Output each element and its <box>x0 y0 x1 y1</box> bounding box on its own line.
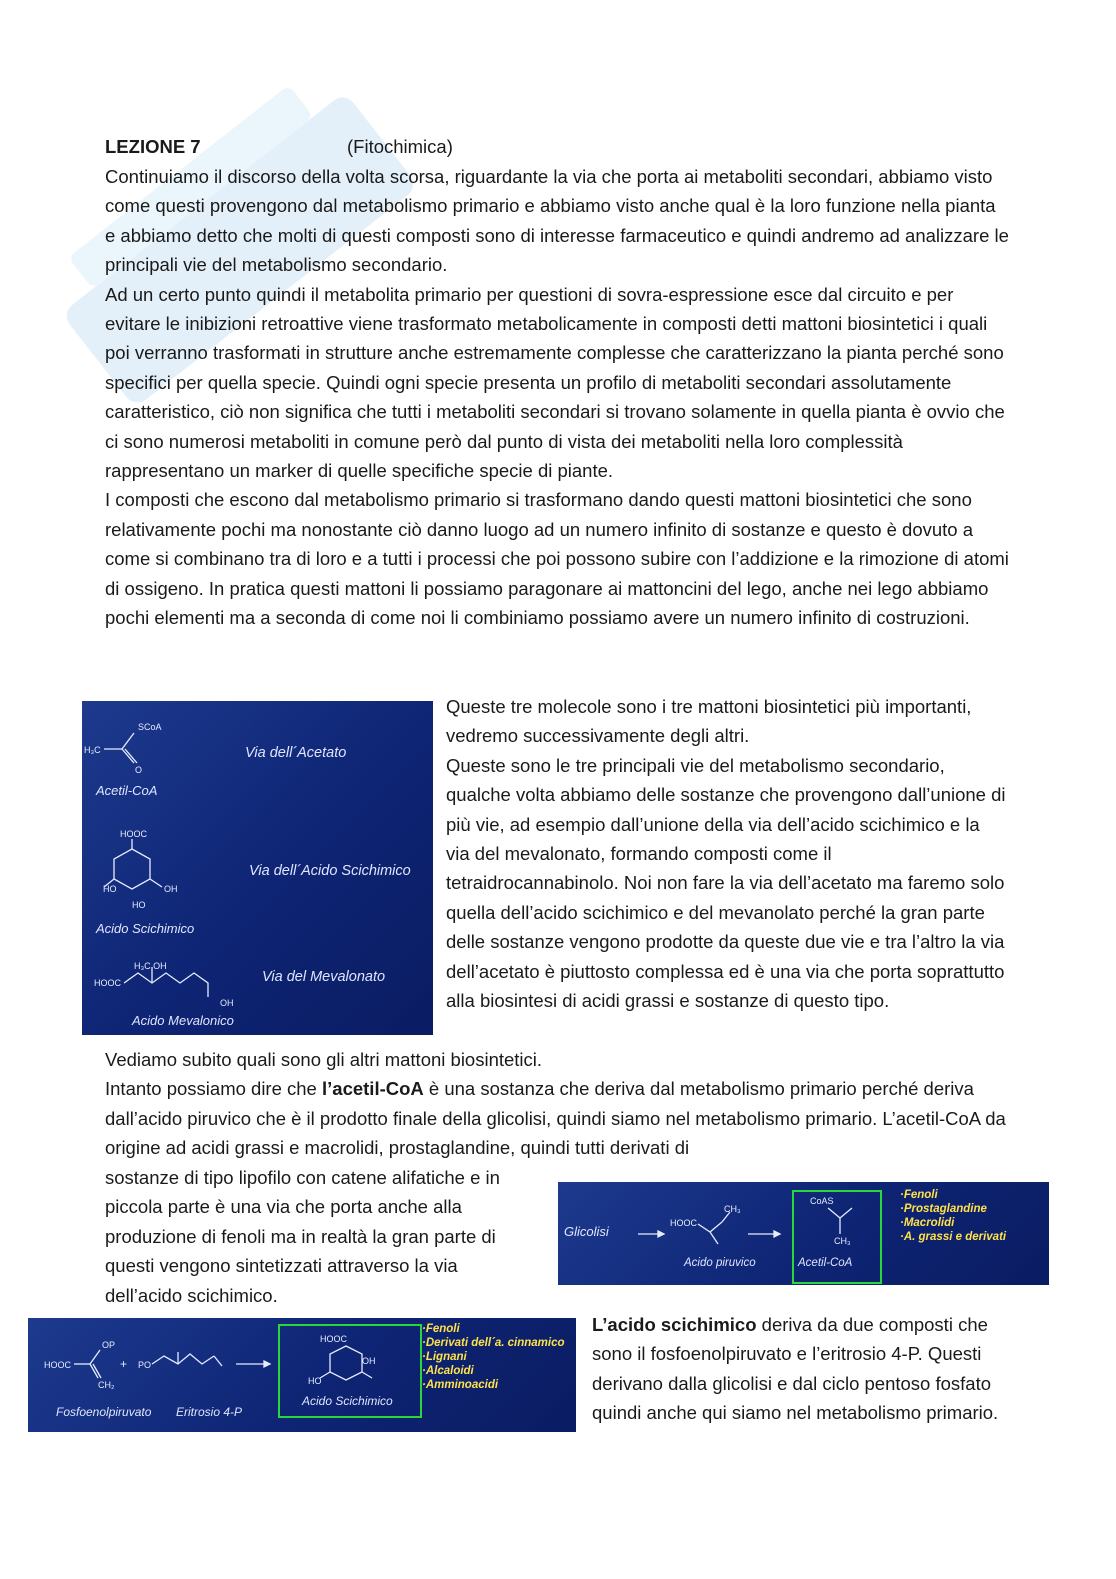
label-acido-scichimico-2: Acido Scichimico <box>302 1394 393 1408</box>
product-item: ·Alcaloidi <box>422 1365 474 1377</box>
label-via-acetato: Via dell´Acetato <box>245 745 347 761</box>
label-acido-scichimico: Acido Scichimico <box>96 921 195 936</box>
label-ho-1: HO <box>103 884 117 894</box>
label-ho-2: HO <box>132 900 146 910</box>
paragraph-2: Ad un certo punto quindi il metabolita primario per questioni di sovra-espressione esce dal circuito e per evitare le inibizioni retroattive viene trasformato metabolicamente in composti detti mattoni biosintetici i quali poi verranno trasformati in strutture anche estremamente complesse che caratterizzano la pianta perché sono specifici per quella specie. Quindi ogni specie presenta un profilo di metaboliti secondari assolutamente caratteristico, ciò non significa che tutti i metaboliti secondari si trovano solamente in quella pianta è ovvio che ci sono numerosi metaboliti in comune però dal punto di vista dei metaboliti nella loro complessità rappresentano un marker di quelle specifiche specie di piante. <box>105 283 1005 482</box>
paragraph-left-narrow: sostanze di tipo lipofilo con catene alifatiche e in piccola parte è una via che porta anche alla produzione di fenoli ma in realtà la gran parte di questi vengono sintetizzati attraverso la via dell’acido scichimico. <box>105 1167 500 1306</box>
slide-glicolisi <box>558 1182 1049 1285</box>
highlight-box-acetil <box>792 1190 882 1284</box>
label-po: PO <box>138 1360 152 1370</box>
label-via-scichimico: Via dell´Acido Scichimico <box>249 863 411 879</box>
product-item: ·Fenoli <box>422 1323 460 1335</box>
label-h3c: H₃C <box>84 745 101 755</box>
paragraph-5-bold: l’acetil-CoA <box>322 1078 424 1100</box>
label-oh-3: OH <box>362 1356 376 1366</box>
lesson-header <box>105 134 453 160</box>
right-column-text <box>446 692 1008 1015</box>
label-hooc-5: HOOC <box>320 1334 347 1344</box>
slide-scichimico <box>28 1318 576 1432</box>
paragraph-4: Vediamo subito quali sono gli altri mattoni biosintetici. <box>105 1049 543 1070</box>
label-hooc-4: HOOC <box>44 1360 71 1370</box>
label-acido-piruvico: Acido piruvico <box>684 1257 756 1269</box>
label-ch3-2: CH₃ <box>834 1236 851 1246</box>
label-fosfoenolpiruvato: Fosfoenolpiruvato <box>56 1405 152 1419</box>
product-item: ·Prostaglandine <box>900 1203 987 1215</box>
label-hooc-3: HOOC <box>670 1218 697 1228</box>
acetil-block <box>105 1045 1010 1163</box>
label-ch3-1: CH₃ <box>724 1204 741 1214</box>
label-oh-2: OH <box>220 998 234 1008</box>
paragraph-right-2: Queste sono le tre principali vie del metabolismo secondario, qualche volta abbiamo delle sostanze che provengono dall’unione di più vie, ad esempio dall’unione della via dell’acido scichimico e la via del mevalonato, formando composti come il tetraidrocannabinolo. Noi non fare la via dell’acetato ma faremo solo quella dell’acido scichimico e del mevanolato perché la gran parte delle sostanze vengono prodotte da queste due vie e tra l’altro la via dell’acetato è piuttosto complessa ed è una via che porta soprattutto alla biosintesi di acidi grassi e sostanze di questo tipo. <box>446 754 1006 1012</box>
label-op: OP <box>102 1340 116 1350</box>
label-coas: CoAS <box>810 1196 834 1206</box>
lesson-number: LEZIONE 7 <box>105 136 201 157</box>
label-acetil-coa-2: Acetil-CoA <box>798 1257 853 1269</box>
lesson-subject: (Fitochimica) <box>347 136 453 157</box>
product-item: ·Fenoli <box>900 1189 938 1201</box>
label-glicolisi: Glicolisi <box>564 1224 609 1239</box>
products-list-scichimico <box>422 1322 565 1392</box>
products-list-acetil <box>900 1188 1006 1244</box>
label-scoa: SCoA <box>138 722 162 732</box>
slide-three-pathways <box>82 701 433 1035</box>
label-eritrosio: Eritrosio 4-P <box>176 1405 243 1419</box>
paragraph-3: I composti che escono dal metabolismo primario si trasformano dando questi mattoni biosintetici che sono relativamente pochi ma nonostante ciò danno luogo ad un numero infinito di sostanze e questo è dovuto a come si combinano tra di loro e a tutti i processi che poi possono subire con l’addizione e la rimozione di atomi di ossigeno. In pratica questi mattoni li possiamo paragonare ai mattoncini del lego, anche nei lego abbiamo pochi elementi ma a seconda di come noi li combiniamo possiamo avere un numero infinito di costruzioni. <box>105 489 1009 629</box>
label-acetil-coa: Acetil-CoA <box>96 783 158 798</box>
label-ch2: CH₂ <box>98 1380 115 1390</box>
label-o: O <box>135 765 143 775</box>
paragraph-5-post: è una sostanza che deriva dal metabolismo primario perché deriva dall’acido piruvico che è il prodotto finale della glicolisi, quindi siamo nel metabolismo primario. L’acetil-CoA da origine ad acidi grassi e macrolidi, prostaglandine, quindi tutti derivati di <box>105 1078 1006 1159</box>
scichimico-bold: L’acido scichimico <box>592 1314 757 1335</box>
label-acido-mevalonico: Acido Mevalonico <box>132 1013 234 1028</box>
scichimico-text: deriva da due composti che sono il fosfoenolpiruvato e l’eritrosio 4-P. Questi derivano dalla glicolisi e dal ciclo pentoso fosfato quindi anche qui siamo nel metabolismo primario. <box>592 1314 999 1424</box>
label-hooc-1: HOOC <box>120 829 147 839</box>
scichimico-paragraph <box>592 1310 1002 1428</box>
paragraph-right-1: Queste tre molecole sono i tre mattoni biosintetici più importanti, vedremo successivamente degli altri. <box>446 696 972 747</box>
label-hooc-2: HOOC <box>94 978 121 988</box>
label-h3c-oh: H₃C OH <box>134 961 167 971</box>
product-item: ·Amminoacidi <box>422 1379 499 1391</box>
label-via-mevalonato: Via del Mevalonato <box>262 969 386 985</box>
product-item: ·A. grassi e derivati <box>900 1231 1007 1243</box>
product-item: ·Lignani <box>422 1351 467 1363</box>
product-item: ·Derivati dell´a. cinnamico <box>422 1337 565 1349</box>
label-oh-1: OH <box>164 884 178 894</box>
label-plus: + <box>120 1357 128 1371</box>
paragraph-intro: Continuiamo il discorso della volta scorsa, riguardante la via che porta ai metaboliti secondari, abbiamo visto come questi provengono dal metabolismo primario e abbiamo visto anche qual è la loro funzione nella pianta e abbiamo detto che molti di questi composti sono di interesse farmaceutico e quindi andremo ad analizzare le principali vie del metabolismo secondario. <box>105 166 1009 276</box>
product-item: ·Macrolidi <box>900 1217 955 1229</box>
paragraph-5-pre: Intanto possiamo dire che <box>105 1078 322 1100</box>
intro-block <box>105 162 1010 633</box>
label-ho-3: HO <box>308 1376 322 1386</box>
